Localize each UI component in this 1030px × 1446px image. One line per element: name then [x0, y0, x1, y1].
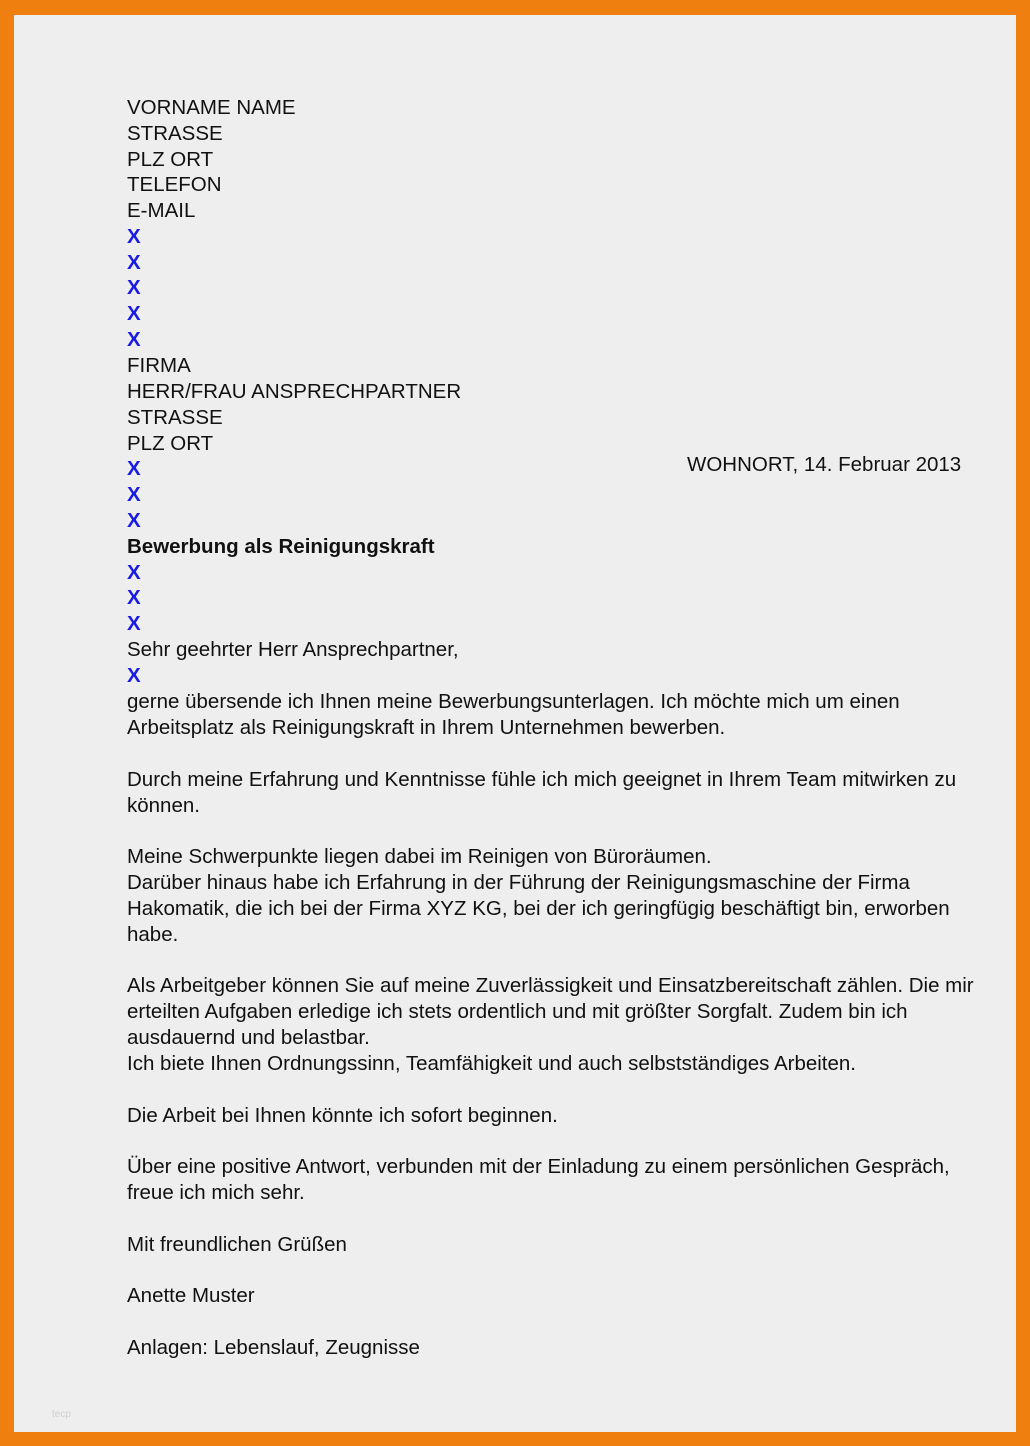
attachments-line: Anlagen: Lebenslauf, Zeugnisse [127, 1336, 420, 1359]
body-line: Als Arbeitgeber können Sie auf meine Zuverlässigkeit und Einsatzbereitschaft zählen. Die mir [127, 974, 974, 997]
closing-line: Mit freundlichen Grüßen [127, 1233, 347, 1256]
recipient-city: PLZ ORT [127, 432, 214, 455]
body-line: erteilten Aufgaben erledige ich stets ordentlich und mit größter Sorgfalt. Zudem bin ich [127, 1000, 908, 1023]
placeholder-x: X [127, 276, 141, 299]
placeholder-x: X [127, 586, 141, 609]
recipient-company: FIRMA [127, 354, 191, 377]
placeholder-x: X [127, 664, 141, 687]
body-line: habe. [127, 923, 179, 946]
body-line: Meine Schwerpunkte liegen dabei im Reinigen von Büroräumen. [127, 845, 712, 868]
body-line: gerne übersende ich Ihnen meine Bewerbungsunterlagen. Ich möchte mich um einen [127, 690, 900, 713]
subject-line: Bewerbung als Reinigungskraft [127, 535, 435, 558]
signature-name: Anette Muster [127, 1284, 255, 1307]
body-line: Hakomatik, die ich bei der Firma XYZ KG, bei der ich geringfügig beschäftigt bin, erworben [127, 897, 950, 920]
sender-street: STRASSE [127, 122, 223, 145]
body-line: Ich biete Ihnen Ordnungssinn, Teamfähigkeit und auch selbstständiges Arbeiten. [127, 1052, 856, 1075]
body-line: ausdauernd und belastbar. [127, 1026, 370, 1049]
sender-phone: TELEFON [127, 173, 222, 196]
body-line: können. [127, 794, 200, 817]
body-line: Die Arbeit bei Ihnen könnte ich sofort beginnen. [127, 1104, 558, 1127]
placeholder-x: X [127, 483, 141, 506]
body-line: Arbeitsplatz als Reinigungskraft in Ihrem Unternehmen bewerben. [127, 716, 726, 739]
placeholder-x: X [127, 251, 141, 274]
watermark-text: tecp [52, 1409, 71, 1420]
placeholder-x: X [127, 612, 141, 635]
sender-city: PLZ ORT [127, 148, 214, 171]
placeholder-x: X [127, 457, 141, 480]
body-line: freue ich mich sehr. [127, 1181, 305, 1204]
placeholder-x: X [127, 225, 141, 248]
placeholder-x: X [127, 302, 141, 325]
body-line: Über eine positive Antwort, verbunden mit der Einladung zu einem persönlichen Gespräch, [127, 1155, 950, 1178]
body-line: Darüber hinaus habe ich Erfahrung in der Führung der Reinigungsmaschine der Firma [127, 871, 910, 894]
placeholder-x: X [127, 328, 141, 351]
sender-name: VORNAME NAME [127, 96, 296, 119]
recipient-contact: HERR/FRAU ANSPRECHPARTNER [127, 380, 462, 403]
date-line: WOHNORT, 14. Februar 2013 [687, 452, 962, 476]
salutation: Sehr geehrter Herr Ansprechpartner, [127, 638, 459, 661]
placeholder-x: X [127, 561, 141, 584]
placeholder-x: X [127, 509, 141, 532]
body-line: Durch meine Erfahrung und Kenntnisse fühle ich mich geeignet in Ihrem Team mitwirken zu [127, 768, 957, 791]
sender-email: E-MAIL [127, 199, 196, 222]
recipient-street: STRASSE [127, 406, 223, 429]
